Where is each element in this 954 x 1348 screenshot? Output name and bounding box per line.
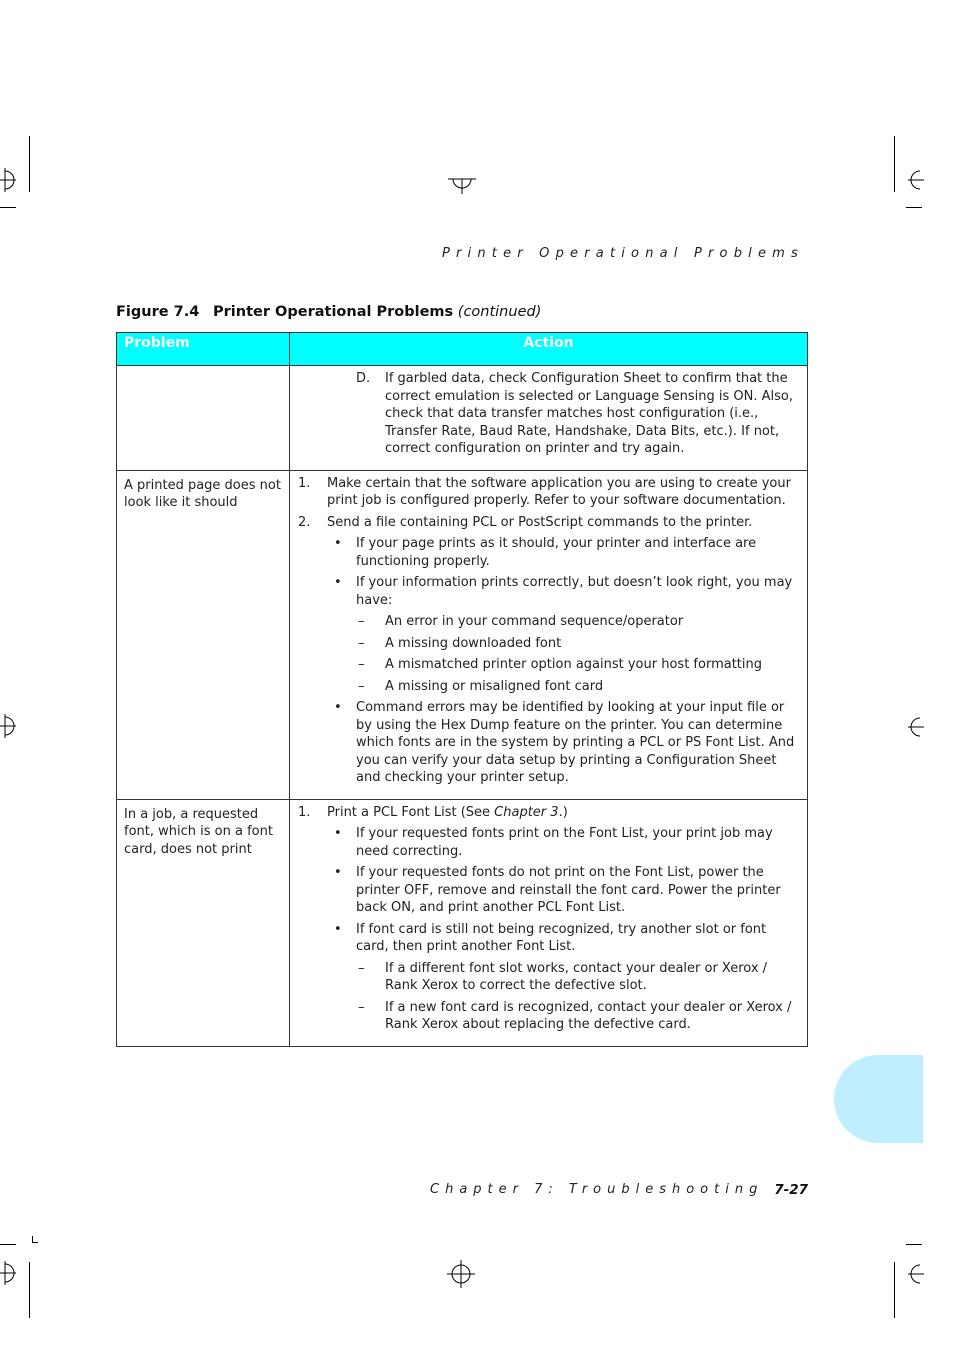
- dash-icon: –: [358, 614, 365, 629]
- list-item: [298, 535, 799, 570]
- list-item: [298, 475, 799, 510]
- list-marker: 2.: [298, 514, 311, 530]
- crop-mark: [0, 1244, 16, 1245]
- crop-mark: [0, 207, 16, 208]
- list-item: [298, 921, 799, 956]
- registration-mark-icon: [0, 714, 20, 738]
- registration-mark-icon: [904, 715, 924, 739]
- table-row: [117, 470, 808, 799]
- figure-continued: (continued): [457, 304, 542, 320]
- list-marker: D.: [356, 371, 371, 386]
- list-text: If a new font card is recognized, contact your dealer or Xerox / Rank Xerox about replacing the defective card.: [385, 999, 792, 1032]
- table-row: [117, 799, 808, 1046]
- dash-icon: –: [358, 635, 365, 651]
- list-text: [327, 804, 799, 822]
- list-text: Command errors may be identified by looking at your input file or by using the Hex Dump feature on the printer. You can determine which fonts are in the system by printing a PCL or PS Font List. And you can verify your data setup by printing a Configuration Sheet and checking your printer setup.: [356, 700, 795, 785]
- registration-mark-icon: [0, 1261, 20, 1285]
- list-item: [298, 613, 799, 631]
- problem-cell: [117, 366, 290, 471]
- bullet-icon: •: [334, 865, 342, 880]
- problem-cell: In a job, a requested font, which is on a font card, does not print: [117, 799, 290, 1046]
- problems-table: [116, 332, 808, 1047]
- list-text: Make certain that the software application you are using to create your print job is configured properly. Refer to your software documentation.: [327, 475, 791, 508]
- chapter-tab: [834, 1055, 923, 1143]
- crop-mark: [906, 1244, 922, 1245]
- list-text: An error in your command sequence/operator: [385, 614, 684, 629]
- figure-number: Figure 7.4: [116, 304, 200, 320]
- list-text: If a different font slot works, contact your dealer or Xerox / Rank Xerox to correct the defective slot.: [385, 960, 768, 993]
- list-text: If your page prints as it should, your printer and interface are functioning properly.: [356, 536, 757, 569]
- crop-mark: [29, 1262, 30, 1318]
- crop-mark: [29, 136, 30, 192]
- problem-cell: A printed page does not look like it should: [117, 470, 290, 799]
- bullet-icon: •: [334, 536, 342, 551]
- crop-mark: [894, 1262, 895, 1318]
- list-text: If garbled data, check Configuration Sheet to confirm that the correct emulation is selected or Language Sensing is ON. Also, check that data transfer matches host configuration (i.e., Transfer Rate, Baud Rate, Handshake, Data Bits, etc.). If not, correct configuration on printer and try again.: [385, 371, 794, 456]
- registration-mark-icon: [448, 174, 476, 194]
- footer-chapter: Chapter 7: Troubleshooting: [430, 1182, 764, 1197]
- corner-mark: [32, 1242, 38, 1243]
- list-item: [298, 804, 799, 822]
- list-item: [298, 678, 799, 696]
- list-text: If your requested fonts do not print on the Font List, power the printer OFF, remove and reinstall the font card. Power the printer back ON, and print another PCL Font List.: [356, 865, 781, 915]
- registration-mark-icon: [447, 1260, 475, 1288]
- list-item: [298, 825, 799, 860]
- chapter-reference: Chapter 3: [494, 804, 559, 820]
- list-item: [298, 574, 799, 609]
- action-cell: [290, 366, 808, 471]
- crop-mark: [894, 136, 895, 192]
- list-item: [298, 699, 799, 787]
- registration-mark-icon: [904, 168, 924, 192]
- list-text: If font card is still not being recognized, try another slot or font card, then print another Font List.: [356, 921, 767, 954]
- list-text: Send a file containing PCL or PostScript commands to the printer.: [327, 514, 753, 530]
- table-header-row: [117, 333, 808, 366]
- list-text-part: .): [558, 804, 568, 820]
- list-item: [298, 635, 799, 653]
- list-item: [298, 960, 799, 995]
- dash-icon: –: [358, 678, 365, 694]
- list-text: A mismatched printer option against your host formatting: [385, 657, 762, 672]
- column-header-action: Action: [290, 333, 808, 366]
- action-cell: [290, 470, 808, 799]
- bullet-icon: •: [334, 921, 342, 937]
- bullet-icon: •: [334, 826, 342, 841]
- page-number: 7-27: [774, 1182, 808, 1198]
- list-item: [298, 656, 799, 674]
- list-marker: 1.: [298, 804, 311, 820]
- figure-title: Printer Operational Problems: [213, 304, 454, 320]
- bullet-icon: •: [334, 700, 342, 715]
- list-marker: 1.: [298, 475, 311, 491]
- list-text: A missing downloaded font: [385, 635, 562, 651]
- list-text: If your information prints correctly, but doesn’t look right, you may have:: [356, 575, 793, 608]
- table-row: [117, 366, 808, 471]
- list-item: [298, 999, 799, 1034]
- dash-icon: –: [358, 657, 365, 672]
- action-cell: [290, 799, 808, 1046]
- dash-icon: –: [358, 999, 365, 1015]
- list-item: [298, 514, 799, 532]
- registration-mark-icon: [0, 168, 20, 192]
- list-text: A missing or misaligned font card: [385, 678, 604, 694]
- list-item: [298, 864, 799, 917]
- column-header-problem: Problem: [117, 333, 290, 366]
- list-item: [298, 370, 799, 458]
- registration-mark-icon: [904, 1262, 924, 1286]
- figure-caption: [116, 304, 541, 320]
- dash-icon: –: [358, 960, 365, 976]
- list-text-part: Print a PCL Font List (See: [327, 804, 495, 820]
- crop-mark: [906, 207, 922, 208]
- running-header: Printer Operational Problems: [441, 246, 804, 261]
- bullet-icon: •: [334, 575, 342, 590]
- list-text: If your requested fonts print on the Font List, your print job may need correcting.: [356, 826, 773, 859]
